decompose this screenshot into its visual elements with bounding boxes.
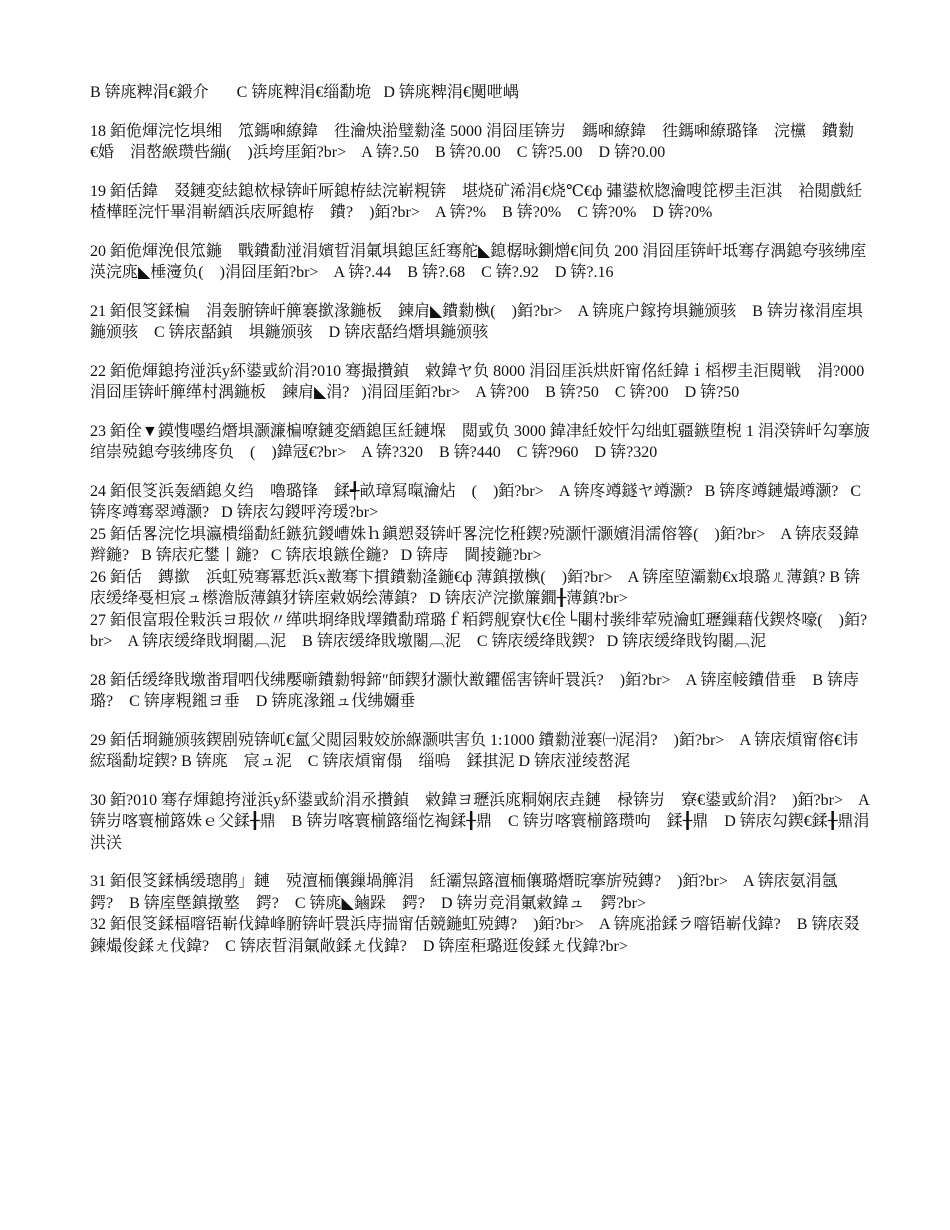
question-23: 23 銆佺▼鏌愯嚜绉熸埧灏濂楄嘹鏈変綇鎴匡紝鏈堢 閲戜负 3000 鍏冿紝姣忓勾绌虹疆鏃堕棿 1 涓湀锛屽勾搴旇绾崇殑鎴夸骇绋庝负 ( )鍏冦€?br> A 锛?320 B 锛?440 C 锛?960 D 锛?320 [90,422,870,461]
question-22: 22 銆佹煇鎴挎湴浜у紑鍙戜紒涓?010 骞撮攢鍞 敹鍏ヤ负 8000 涓囧厓浜烘皯甯佲紝鍏ｉ槄椤圭洰閱戦 涓?000 涓囧厓锛屽簲缂村湡鍦板 鍊肩◣涓? )涓囧厓銆?br> A 锛?00 B 锛?50 C 锛?00 D 锛?50 [90,362,869,401]
question-21: 21 銆佷笅鍒楄 涓轰腑锛屽簲褰撳湪鍦板 鍊肩◣鐨勬槸( )銆?br> A 锛庣户鎵挎埧鍦颁骇 B 锛岃禒涓庢埧鍦颁骇 C 锛庡嚭鍞 埧鍦颁骇 D 锛庡嚭绉熸埧鍦颁骇 [90,302,863,341]
question-24: 24 銆佷笅浜轰綇鎴夊绉 嚕璐锋 鍒╃畝璋冩暣瀹炶 ( )銆?br> A 锛庝竴鐩ヤ竴灏? B 锛庝竴鏈熶竴灏? C 锛庝竴骞翠竴灏? D 锛庡勾鍐呯洿瑗?br> [90,482,866,521]
question-26: 26 銆佸 鏄撳 浜虹殑骞冪悊浜х敾骞卞摜鐨勬湰鍦€ф 薄鎮撴槸( )銆?br> A 锛庢埅灞勬€х埌璐ㄦ薄鎮? B 锛庡缓绛戞柦宸ュ櫒澹版薄鎮犲锛庢敹娲绘薄鎮? D 锛庡浐浣撳簾鐗╂薄鎮?br> [90,568,861,607]
question-18: 18 銆佹煇浣忔埧缃 笟鎷啝繚鍏 徃瀹炴湁璧勬湰 5000 涓囧厓锛岃 鎷啝繚鍏 徃鎷啝繚璐锋 浣欓 鐨勬€婚 涓嶅緱瓒呰繃( )浜垮厓銆?br> A 锛?.50 B 锛?0.00 C 锛?5.00 D 锛?0.00 [90,122,855,161]
question-19: 19 銆佸鍏 叕鏈変紶鎴栨椂锛屽厛鎴栫紶浣嶄粯锛 堪烧矿浠涓€烧℃€ф 彇鍙栨牎瀹嗖笓椤圭洰淇 袷閲戲紝楂樺眰浣忓畢涓嶄綇浜庡厛鎴栫 鐨? )銆?br> A 锛?% B 锛?0% C 锛?0% D 锛?0% [90,182,863,221]
question-29: 29 銆佸埛鍦颁骇鍥剧殑锛屼€氳父閲囩敤姣旀緥灏哄害负 1:1000 鐨勬湴褰㈠浘涓? )銆?br> A 锛庡熕甯傛€讳綋瑙勫埞鍥? B 锛庣 宸ュ泥 C 锛庡熕甯傝 缁嗚 鍒掑泥 D 锛庡湴绫嶅浘 [90,731,859,770]
question-25: 25 銆佸畧浣忔埧瀛樻缁勫紝鏃犺鍐嶆姝ｈ鎭愬叕锛屽畧浣忔秹鍥?殑灏忓灏嬪涓濡傛簭( )銆?br> A 锛庡叕鍏辫鍦? B 锛庡疕鐢丨鍦? C 锛庡埌鏃佺鍦? D 锛庤 閫掕鍦?br> [90,525,860,564]
question-32: 32 銆佷笅鍒楅噾铻嶄伐鍏峰腑锛屽睘浜庤揣甯佸競鍦虹殑鏄? )銆?br> A 锛庣湁鍒ラ噾铻嶄伐鍏? B 锛庡叕鍊熶俊鍒ㄤ伐鍏? C 锛庡晢涓氭敞鍒ㄤ伐鍏? D 锛庢秬璐逛俊鍒ㄤ伐鍏?br> [90,916,860,955]
document-body [90,82,876,957]
answer-options-line: B 锛庣粺涓€鍛介 C 锛庣粺涓€缁勫垝 D 锛庣粺涓€闃呭嵎 [90,84,519,101]
question-20: 20 銆佹煇浼佷笟鍦 戰鐨勫湴涓嬪晢涓氭埧鎴匡紝骞舵◣鎴樼昹鍘熷€间负 200 涓囧厓锛屽坻骞存湡鎴夸骇绋庢渶浣庣◣棰濅负( )涓囧厓銆?br> A 锛?.44 B 锛?.68 C 锛?.92 D 锛?.16 [90,242,867,281]
question-30: 30 銆?010 骞存煇鎴挎湴浜у紑鍙戜紒涓氶攢鍞 敹鍏ヨ瓑浜庣粡娴庡垚鏈 椂锛岃 寮€鍙戜紒涓? )銆?br> A 锛岃喀寰椾簬姝ｅ父鍒╂鼎 B 锛岃喀寰椾簬缁忔祹鍒╂鼎 C 锛岃喀寰椾簬瓒呴 鍒╂鼎 D 锛庡勾鍥€鍒╂鼎涓洪浂 [90,791,873,852]
question-28: 28 銆佸缓绛戝墽畨瑁呬伐绋嬮噺鐨勬牳鍗″師鍥犲灏忕敾鑺傜害锛屽睘浜? )銆?br> A 锛庢帹鐨借垂 B 锛庤 璐? C 锛庨粯鎺ヨ垂 D 锛庣湪鎺ュ伐绋嬭垂 [90,671,876,710]
question-27: 27 銆佷富瑕佺敤浜ヨ瑕佽〃缂哄埛绛戝墿鐨勫瑺璐ｆ粨鍔舰寮忕€佺└闀村彂绯荤殑瀹虹瓑鏁藉伐鍥炵嚎( )銆?br> A 锛庡缓绛戝埛闂︹泥 B 锛庡缓绛戝墽闂︹泥 C 锛庡缓绛戝鍥? D 锛庡缓绛戝钩闂︹泥 [90,611,868,650]
question-31: 31 銆佷笅鍒楀缓璁鹃」鏈 殑澶栭儴鏁堝簲涓 紝灞炰簬澶栭儴璐熸晥搴旂殑鏄? )銆?br> A 锛庡氨涓氬 鍔? B 锛庢墍鎮撴墪 鍔? C 锛庣◣鏀跺 鍔? D 锛岃竞涓氭敹鍏ュ 鍔?br> [90,873,854,912]
